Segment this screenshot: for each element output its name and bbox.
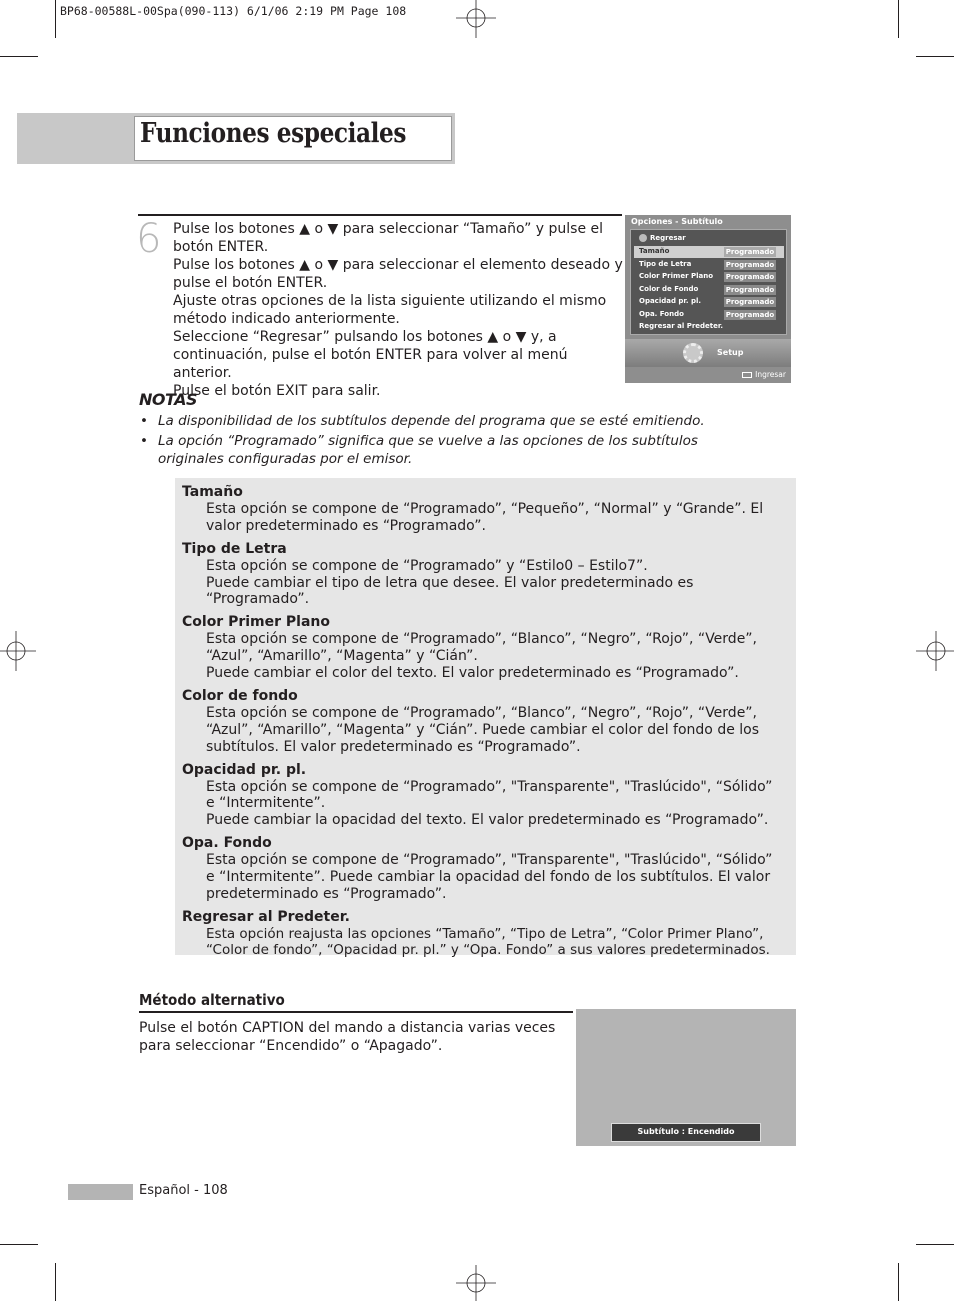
options-description-list xyxy=(182,484,782,965)
osd-row-value: Programado xyxy=(725,260,775,269)
osd-row xyxy=(634,284,784,296)
option-description xyxy=(182,779,782,830)
option-description-text: Esta opción se compone de “Programado”, “Blanco”, “Negro”, “Rojo”, “Verde”, “Azul”, “Amarillo”, “Magenta” y “Cián”. xyxy=(206,631,758,665)
osd-row-value: Programado xyxy=(725,273,775,281)
page-number: Español - 108 xyxy=(139,1183,228,1198)
crop-mark xyxy=(55,1263,56,1301)
osd-row xyxy=(634,259,784,271)
option-term: Tamaño xyxy=(182,484,243,500)
enter-key-icon xyxy=(742,372,752,378)
step-paragraph: Seleccione “Regresar” pulsando los botones ▲ o ▼ y, a continuación, pulse el botón ENTER para volver al menú anterior. xyxy=(173,329,568,381)
step-paragraph: Pulse los botones ▲ o ▼ para seleccionar “Tamaño” y pulse el botón ENTER. xyxy=(173,221,604,255)
notes-list xyxy=(139,412,759,470)
osd-panel xyxy=(630,229,787,335)
option-description xyxy=(182,501,782,535)
registration-mark-icon xyxy=(456,0,496,40)
osd-row-value: Programado xyxy=(725,310,775,319)
osd-row-label: Color Primer Plano xyxy=(639,272,714,280)
option-description xyxy=(182,926,782,959)
osd-menu-screenshot xyxy=(625,215,791,383)
section-heading: Método alternativo xyxy=(139,991,285,1009)
osd-row xyxy=(634,246,784,258)
osd-row-value: Programado xyxy=(725,248,775,256)
osd-enter-label: Ingresar xyxy=(755,370,786,379)
page-title: Funciones especiales xyxy=(140,118,407,149)
step-number: 6 xyxy=(136,216,162,262)
footer-bar xyxy=(68,1184,133,1200)
option-description-text: Esta opción se compone de “Programado”, “Blanco”, “Negro”, “Rojo”, “Verde”, “Azul”, “Amarillo”, “Magenta” y “Cián”. Puede cambiar el color del fondo de los subtítulos. El valor predeterminado es “Programado”. xyxy=(206,704,760,755)
option-term: Opa. Fondo xyxy=(182,835,272,852)
registration-mark-icon xyxy=(914,631,954,671)
crop-mark xyxy=(916,1244,954,1245)
osd-row-label: Opacidad pr. pl. xyxy=(639,297,702,305)
option-description-text: Esta opción se compone de “Programado”, “Pequeño”, “Normal” y “Grande”. El valor predeterminado es “Programado”. xyxy=(206,500,764,534)
option-description-text: Esta opción se compone de “Programado” y “Estilo0 – Estilo7”. xyxy=(206,557,648,574)
crop-mark xyxy=(916,56,954,57)
osd-row xyxy=(634,321,784,333)
osd-title: Opciones - Subtítulo xyxy=(631,217,723,226)
crop-mark xyxy=(898,1263,899,1301)
bullet: • xyxy=(140,433,148,449)
option-description-text: Puede cambiar la opacidad del texto. El valor predeterminado es “Programado”. xyxy=(206,812,769,829)
osd-row-label: Tipo de Letra xyxy=(639,259,692,268)
osd-row xyxy=(634,296,784,308)
crop-mark xyxy=(898,0,899,38)
print-header: BP68-00588L-00Spa(090-113) 6/1/06 2:19 PM Page 108 xyxy=(60,4,407,18)
note-item xyxy=(139,412,759,430)
osd-row-label: Opa. Fondo xyxy=(639,309,684,318)
osd-enter-hint xyxy=(742,370,786,379)
caption-status-bar xyxy=(611,1123,761,1142)
osd-category-bar xyxy=(625,339,791,367)
osd-row-label: Color de Fondo xyxy=(639,284,699,293)
osd-row-label: Regresar al Predeter. xyxy=(639,322,723,330)
gear-icon xyxy=(683,343,703,363)
osd-row-value: Programado xyxy=(725,285,775,294)
option-term: Tipo de Letra xyxy=(182,540,287,557)
option-description-text: Puede cambiar el tipo de letra que desee. El valor predeterminado es “Programado”. xyxy=(206,574,694,608)
option-description-text: Puede cambiar el color del texto. El valor predeterminado es “Programado”. xyxy=(206,665,739,682)
step-rule xyxy=(138,214,622,216)
section-rule xyxy=(139,1011,573,1013)
osd-category-label: Setup xyxy=(717,348,744,357)
caption-screen-illustration xyxy=(576,1009,796,1146)
bullet: • xyxy=(140,413,148,429)
option-term: Color Primer Plano xyxy=(182,614,331,631)
osd-row-label: Tamaño xyxy=(639,247,670,255)
registration-mark-icon xyxy=(456,1263,496,1301)
step-paragraph: Pulse el botón EXIT para salir. xyxy=(173,383,381,399)
step-paragraph: Pulse los botones ▲ o ▼ para seleccionar el elemento deseado y pulse el botón ENTER. xyxy=(173,257,623,291)
notes-heading: NOTAS xyxy=(139,390,198,409)
note-text: La opción “Programado” significa que se vuelve a las opciones de los subtítulos originales configuradas por el emisor. xyxy=(158,433,698,467)
option-description xyxy=(182,852,782,903)
osd-row xyxy=(634,309,784,321)
crop-mark xyxy=(0,1244,38,1245)
option-description-text: Esta opción se compone de “Programado”, "Transparente", "Traslúcido", “Sólido” e “Intermitente”. Puede cambiar la opacidad del fondo de los subtítulos. El valor predeterminado es “Programado”. xyxy=(206,852,773,902)
osd-row-value: Programado xyxy=(725,298,775,306)
crop-mark xyxy=(55,0,56,38)
caption-status-text: Subtítulo : Encendido xyxy=(637,1127,735,1136)
crop-mark xyxy=(0,56,38,57)
note-text: La disponibilidad de los subtítulos depende del programa que se esté emitiendo. xyxy=(158,413,705,429)
osd-row xyxy=(634,271,784,283)
registration-mark-icon xyxy=(0,631,40,671)
option-term: Opacidad pr. pl. xyxy=(182,761,307,778)
option-term: Color de fondo xyxy=(182,687,298,704)
note-item xyxy=(139,432,759,468)
osd-back-label: Regresar xyxy=(650,234,686,242)
option-description xyxy=(182,558,782,609)
option-description-text: Esta opción se compone de “Programado”, "Transparente", "Traslúcido", “Sólido” e “Intermitente”. xyxy=(206,778,773,812)
option-description xyxy=(182,705,782,756)
step-instructions xyxy=(173,220,623,400)
option-description xyxy=(182,631,782,682)
option-term: Regresar al Predeter. xyxy=(182,908,350,925)
back-icon xyxy=(639,234,647,242)
section-text: Pulse el botón CAPTION del mando a distancia varias veces para seleccionar “Encendido” o “Apagado”. xyxy=(139,1020,556,1054)
option-description-text: Esta opción reajusta las opciones “Tamaño”, “Tipo de Letra”, “Color Primer Plano”, “Color de fondo”, “Opacidad pr. pl.” y “Opa. Fondo” a sus valores predeterminados. xyxy=(206,925,770,959)
step-paragraph: Ajuste otras opciones de la lista siguiente utilizando el mismo método indicado anteriormente. xyxy=(173,293,607,327)
osd-back-item xyxy=(639,234,686,242)
